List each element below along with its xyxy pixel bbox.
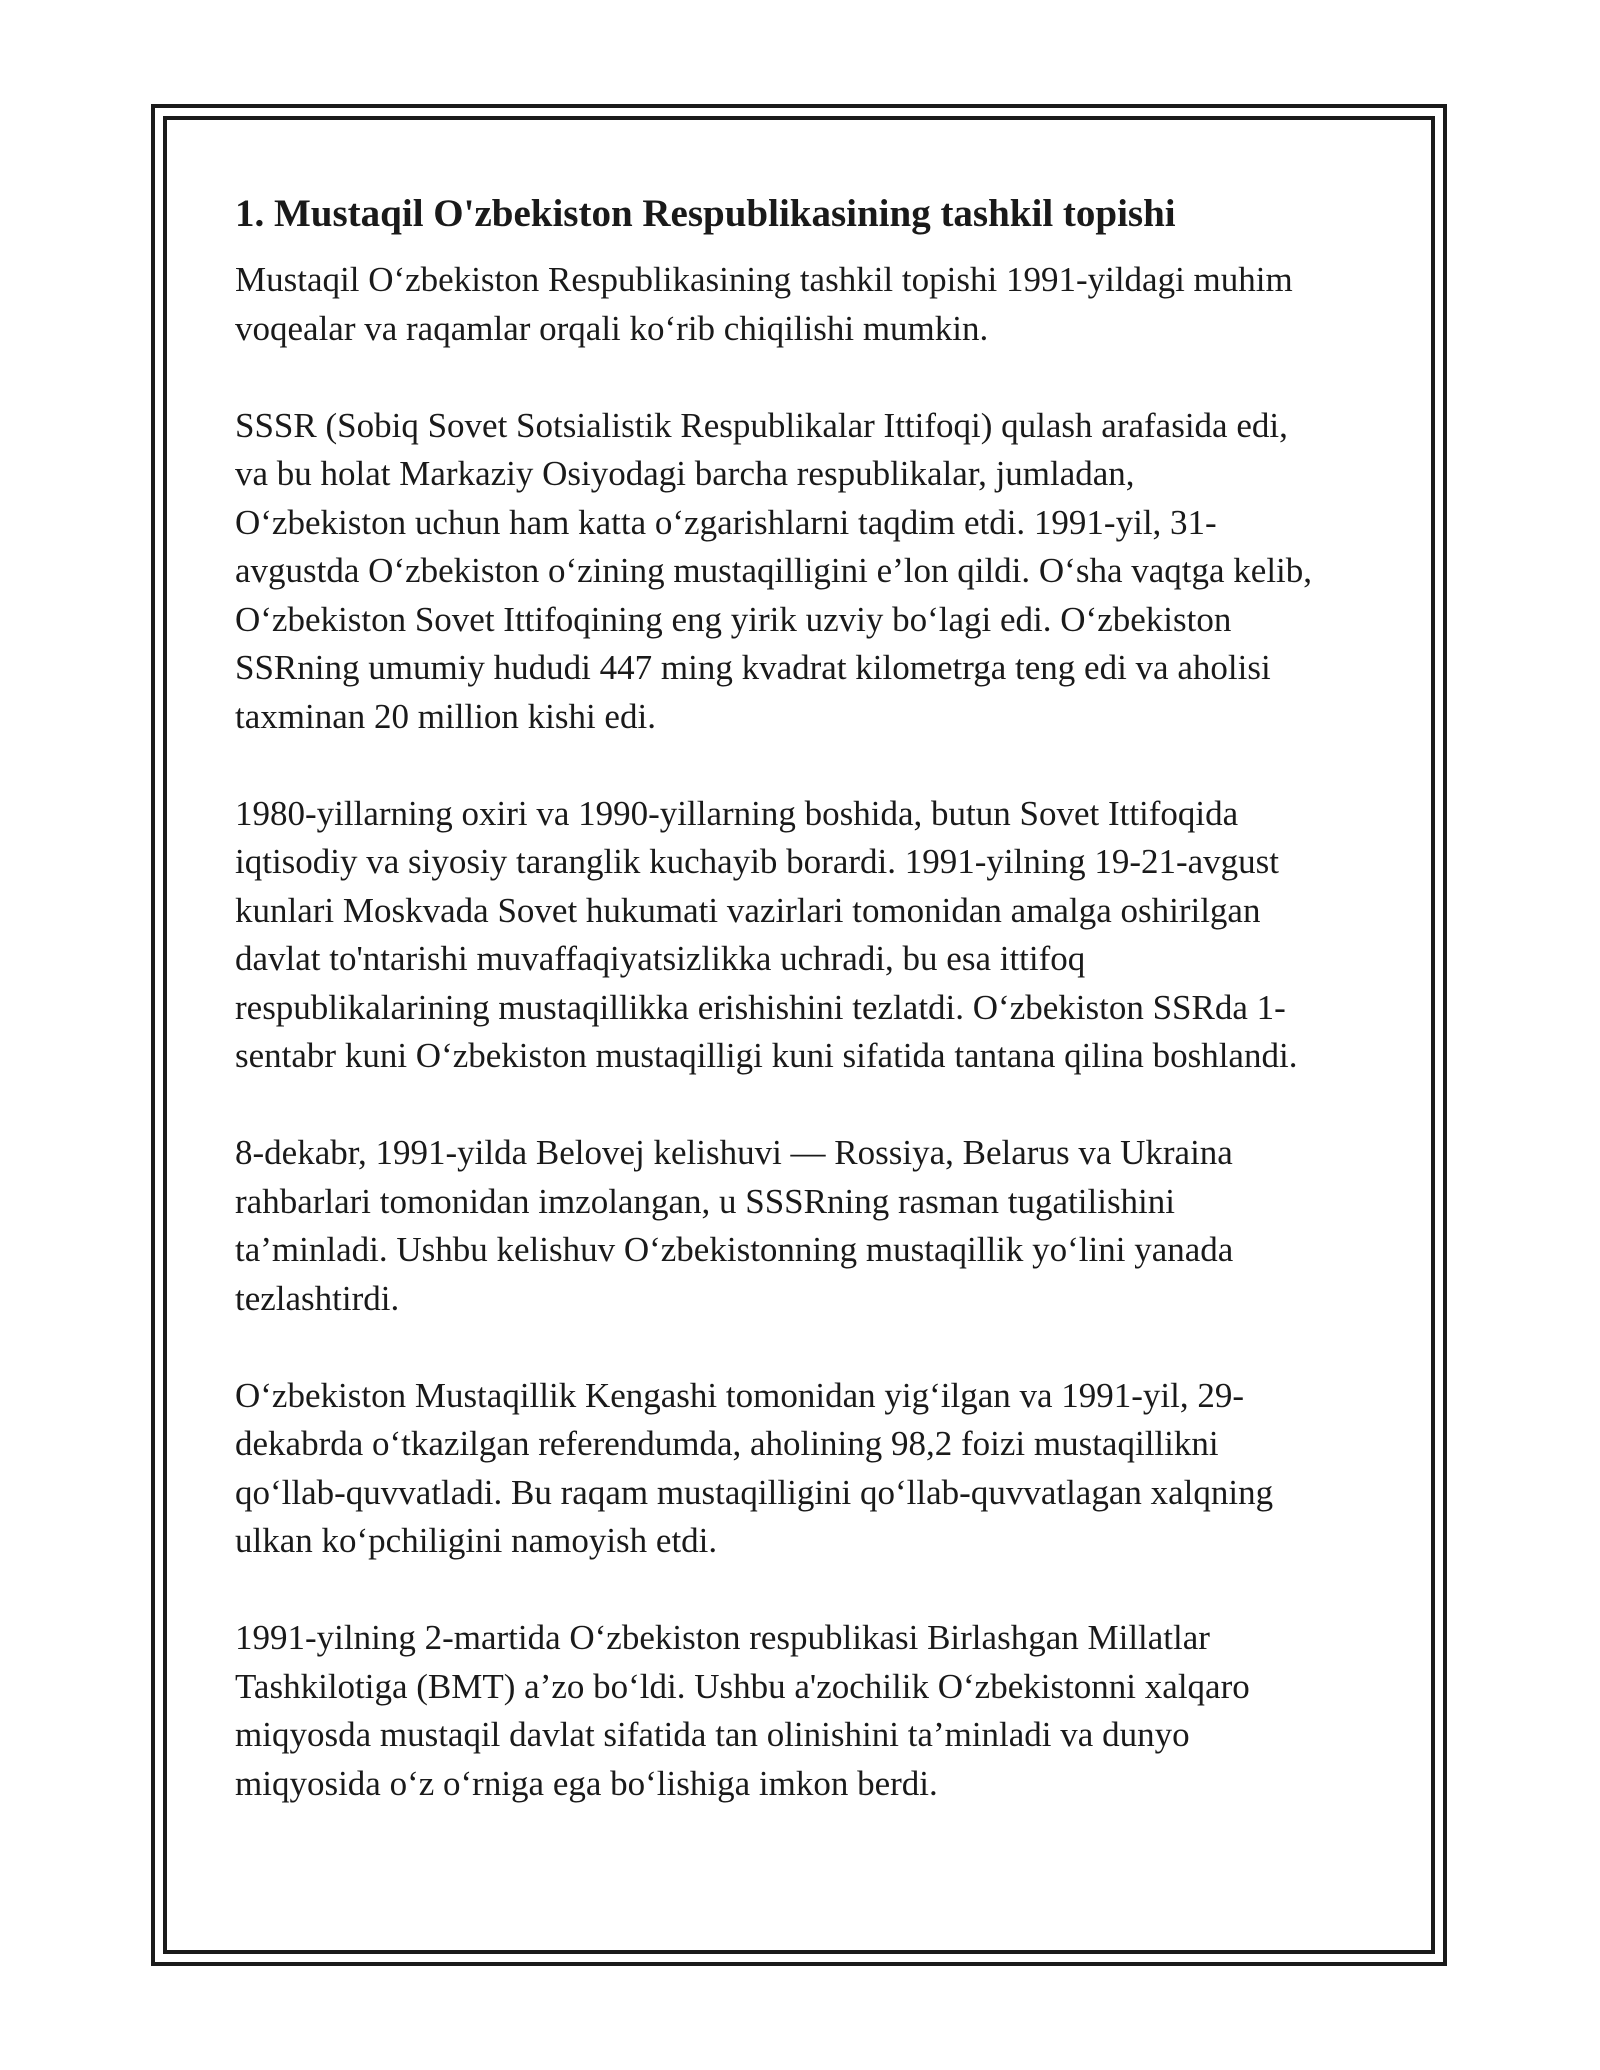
text-line: SSSR (Sobiq Sovet Sotsialistik Respublikalar Ittifoqi) qulash arafasida edi, [235,405,1288,445]
text-line: SSRning umumiy hududi 447 ming kvadrat kilometrga teng edi va aholisi [235,648,1271,687]
text-line: davlat to'ntarishi muvaffaqiyatsizlikka uchradi, bu esa ittifoq [235,939,1086,978]
text-line: sentabr kuni O‘zbekiston mustaqilligi kuni sifatida tantana qilina boshlandi. [235,1036,1298,1075]
paragraph-ussr-collapse [235,402,1375,742]
text-line: ta’minladi. Ushbu kelishuv O‘zbekistonning mustaqillik yo‘lini yanada [235,1230,1234,1269]
text-line: dekabrda o‘tkazilgan referendumda, aholining 98,2 foizi mustaqillikni [235,1424,1219,1463]
text-line: qo‘llab-quvvatladi. Bu raqam mustaqilligini qo‘llab-quvvatlagan xalqning [235,1472,1274,1512]
text-line: iqtisodiy va siyosiy taranglik kuchayib borardi. 1991-yilning 19-21-avgust [235,842,1280,881]
paragraph-referendum [235,1372,1375,1566]
text-line: O‘zbekiston Sovet Ittifoqining eng yirik uzviy bo‘lagi edi. O‘zbekiston [235,599,1232,639]
paragraph-tension [235,790,1375,1081]
paragraph-intro [235,256,1375,353]
text-line: 1991-yilning 2-martida O‘zbekiston respublikasi Birlashgan Millatlar [235,1618,1210,1657]
text-line: miqyosida o‘z o‘rniga ega bo‘lishiga imkon berdi. [235,1763,938,1803]
document-title: 1. Mustaqil O'zbekiston Respublikasining tashkil topishi [235,192,1176,235]
text-line: respublikalarining mustaqillikka erishishini tezlatdi. O‘zbekiston SSRda 1- [235,987,1286,1027]
text-line: tezlashtirdi. [235,1278,400,1318]
text-line: kunlari Moskvada Sovet hukumati vazirlari tomonidan amalga oshirilgan [235,890,1261,930]
text-line: avgustda O‘zbekiston o‘zining mustaqilligini e’lon qildi. O‘sha vaqtga kelib, [235,551,1313,590]
text-line: O‘zbekiston Mustaqillik Kengashi tomonidan yig‘ilgan va 1991-yil, 29- [235,1375,1245,1415]
text-line: va bu holat Markaziy Osiyodagi barcha respublikalar, jumladan, [235,454,1135,493]
text-line: Tashkilotiga (BMT) a’zo bo‘ldi. Ushbu a'zochilik O‘zbekistonni xalqaro [235,1666,1250,1706]
text-line: ulkan ko‘pchiligini namoyish etdi. [235,1521,718,1560]
text-line: Mustaqil O‘zbekiston Respublikasining tashkil topishi 1991-yildagi muhim [235,260,1293,299]
text-line: 8-dekabr, 1991-yilda Belovej kelishuvi — Rossiya, Belarus va Ukraina [235,1133,1233,1172]
text-line: taxminan 20 million kishi edi. [235,696,656,736]
text-line: 1980-yillarning oxiri va 1990-yillarning boshida, butun Sovet Ittifoqida [235,793,1239,833]
text-line: miqyosda mustaqil davlat sifatida tan olinishini ta’minladi va dunyo [235,1715,1190,1754]
text-line: O‘zbekiston uchun ham katta o‘zgarishlarni taqdim etdi. 1991-yil, 31- [235,502,1217,542]
text-line: voqealar va raqamlar orqali ko‘rib chiqilishi mumkin. [235,308,989,348]
paragraph-belovezh [235,1129,1375,1323]
paragraph-un-membership [235,1614,1375,1808]
document-body [235,186,1375,1857]
text-line: rahbarlari tomonidan imzolangan, u SSSRning rasman tugatilishini [235,1181,1176,1221]
